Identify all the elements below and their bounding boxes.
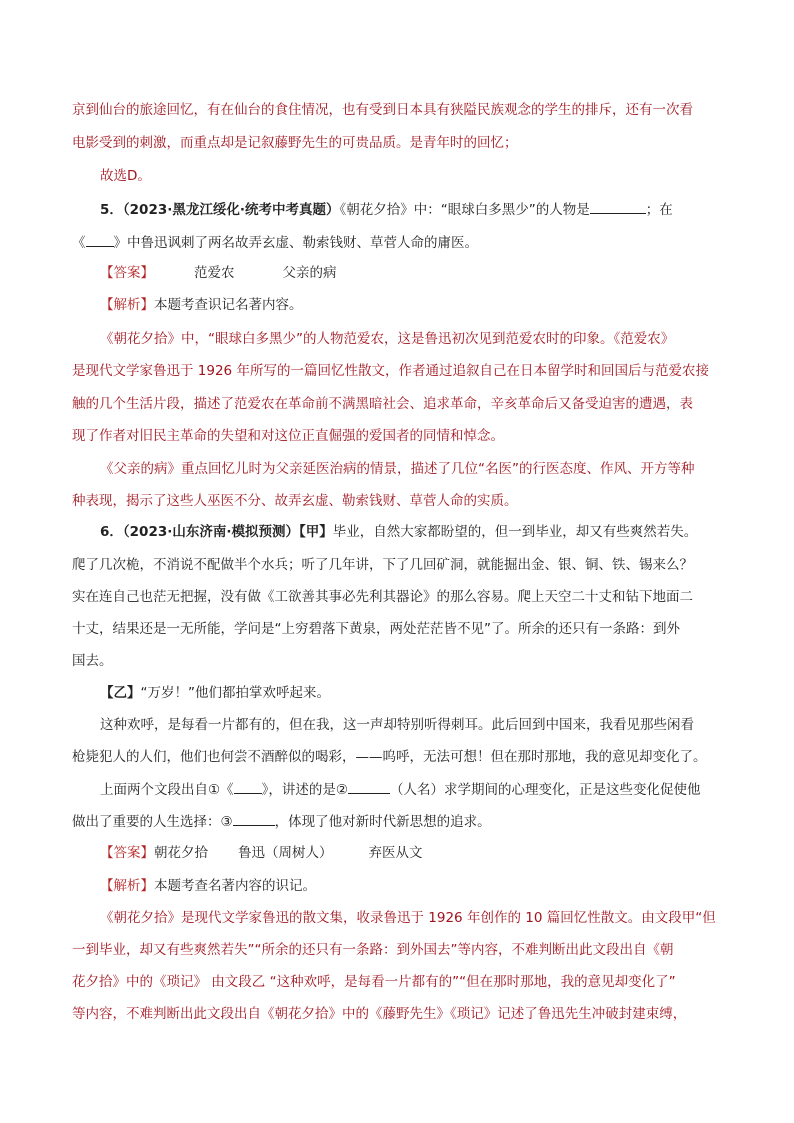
paragraph-line: 京到仙台的旅途回忆，有在仙台的食住情况，也有受到日本具有狭隘民族观念的学生的排斥，还有一次看 [72, 102, 693, 118]
analysis-text: 本题考查名著内容的识记。 [154, 878, 316, 894]
answer-value: 范爱农 [194, 265, 235, 281]
answer-line [100, 263, 337, 283]
question-text: 做出了重要的人生选择：③ [72, 814, 233, 830]
analysis-text: 本题考查识记名著内容。 [154, 297, 303, 313]
answer-blank [233, 811, 275, 826]
paragraph-line: 现了作者对旧民主革命的失望和对这位正直倔强的爱国者的同情和悼念。 [72, 428, 504, 444]
paragraph-line: 种表现，揭示了这些人巫医不分、故弄玄虚、勒索钱财、草菅人命的实质。 [72, 493, 518, 509]
question-text: 上面两个文段出自①《 [100, 782, 234, 798]
passage-line: 枪毙犯人的人们，他们也何尝不酒醉似的喝彩，——呜呼，无法可想！但在那时那地，我的意见却变化了。 [72, 749, 707, 765]
passage-line: 爬了几次桅，不消说不配做半个水兵；听了几年讲，下了几回矿洞，就能掘出金、银、铜、铁、锡来么？ [72, 557, 693, 573]
answer-value: 弃医从文 [368, 845, 423, 861]
answer-label: 【答案】 [100, 265, 154, 281]
passage-line: 这种欢呼，是每看一片都有的，但在我，这一声却特别听得刺耳。此后回到中国来，我看见那些闲看 [100, 717, 694, 733]
section-label: 【乙】 [100, 685, 141, 701]
answer-value: 朝花夕拾 [154, 845, 208, 861]
answer-blank [590, 199, 646, 214]
analysis-label: 【解析】 [100, 878, 154, 894]
question-source: （2023·黑龙江绥化·统考中考真题） [122, 202, 340, 218]
paragraph-line: 电影受到的刺激，而重点却是记叙藤野先生的可贵品质。是青年时的回忆； [72, 135, 518, 151]
answer-blank [234, 779, 262, 794]
paragraph-line: 《朝花夕拾》是现代文学家鲁迅的散文集，收录鲁迅于 1926 年创作的 10 篇回忆性散文。由文段甲“但 [100, 910, 716, 926]
question-6-prompt [100, 779, 700, 800]
question-text: 》中鲁迅讽刺了两名故弄玄虚、勒索钱财、草菅人命的庸医。 [113, 235, 478, 251]
question-5-line-2 [72, 232, 478, 253]
answer-value: 鲁迅（周树人） [238, 845, 333, 861]
question-text: ，体现了他对新时代新思想的追求。 [274, 814, 491, 830]
answer-label: 【答案】 [100, 845, 154, 861]
question-text: 《 [72, 235, 86, 251]
section-label: 【甲】 [299, 524, 333, 540]
question-text: 《朝花夕拾》中：“眼球白多黑少”的人物是 [339, 202, 590, 218]
question-6-prompt-line-2 [72, 811, 491, 832]
answer-line [100, 843, 423, 863]
question-text: 》，讲述的是② [261, 782, 348, 798]
passage-line: 实在连自己也茫无把握，没有做《工欲善其事必先利其器论》的那么容易。爬上天空二十丈和钻下地面二 [72, 589, 693, 605]
paragraph-line: 等内容，不难判断出此文段出自《朝花夕拾》中的《藤野先生》《琐记》记述了鲁迅先生冲破封建束缚， [72, 1006, 687, 1022]
paragraph-line: 《朝花夕拾》中，“眼球白多黑少”的人物范爱农，这是鲁迅初次见到范爱农时的印象。《范爱农》 [100, 331, 675, 347]
question-number: 6． [100, 524, 123, 540]
question-text: ；在 [645, 202, 673, 218]
passage-text: 毕业，自然大家都盼望的，但一到毕业，却又有些爽然若失。 [332, 524, 698, 540]
question-source: （2023·山东济南·模拟预测） [122, 524, 299, 540]
paragraph-line: 一到毕业，却又有些爽然若失”“所余的还只有一条路：到外国去”等内容，不难判断出此文段出自《朝 [72, 942, 674, 958]
question-5 [100, 199, 673, 220]
question-6 [100, 522, 697, 542]
answer-blank [86, 232, 114, 247]
analysis-label: 【解析】 [100, 297, 154, 313]
paragraph-line: 花夕拾》中的《琐记》 由文段乙 “这种欢呼，是每看一片都有的”“但在那时那地，我的意见却变化了” [72, 974, 676, 990]
section-yi [100, 683, 330, 703]
paragraph-line: 触的几个生活片段，描述了范爱农在革命前不满黑暗社会、追求革命，辛亥革命后又备受迫害的遭遇，表 [72, 396, 693, 412]
analysis-line [100, 876, 316, 896]
passage-text: “万岁！”他们都拍掌欢呼起来。 [140, 685, 330, 701]
answer-blank [348, 779, 390, 794]
paragraph-line: 是现代文学家鲁迅于 1926 年所写的一篇回忆性散文，作者通过追叙自己在日本留学时和回国后与范爱农接 [72, 363, 709, 379]
analysis-line [100, 295, 303, 315]
paragraph-line: 《父亲的病》重点回忆儿时为父亲延医治病的情景，描述了几位“名医”的行医态度、作风、开方等种 [100, 461, 695, 477]
question-text: （人名）求学期间的心理变化，正是这些变化促使他 [389, 782, 701, 798]
answer-value: 父亲的病 [282, 265, 337, 281]
passage-line: 十丈，结果还是一无所能，学问是“上穷碧落下黄泉，两处茫茫皆不见”了。所余的还只有一条路：到外 [72, 621, 680, 637]
passage-line: 国去。 [72, 653, 113, 669]
question-number: 5． [100, 202, 123, 218]
choice-line: 故选D。 [100, 168, 151, 184]
